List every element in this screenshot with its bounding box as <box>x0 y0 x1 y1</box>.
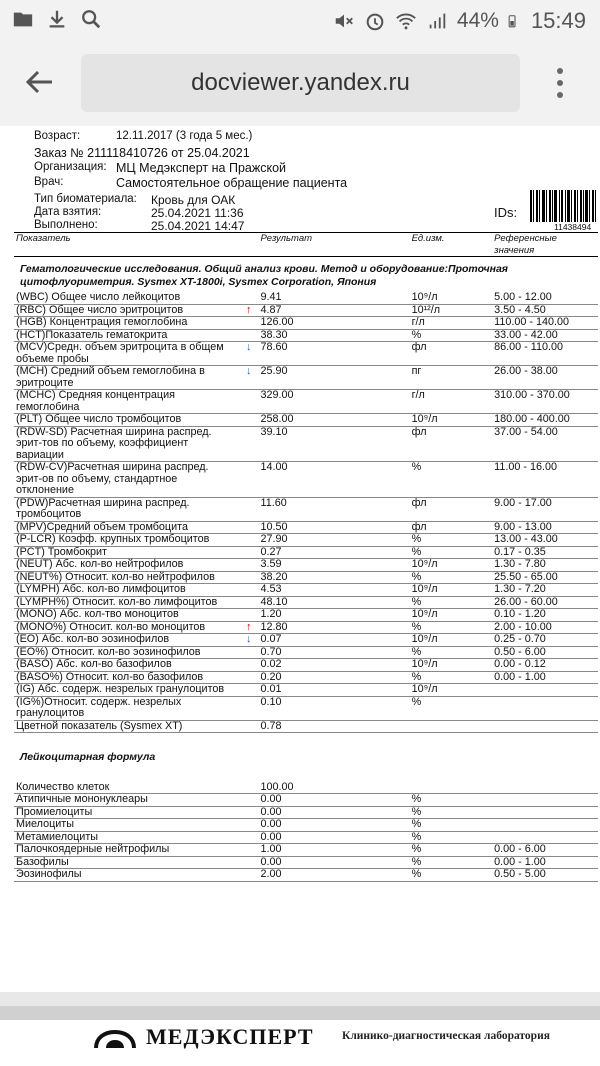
result-value: 9.41 <box>259 292 410 304</box>
table-row <box>14 584 598 597</box>
unit-value: % <box>410 329 493 342</box>
page-gap <box>0 1006 600 1020</box>
formula-flag <box>239 869 259 882</box>
unit-value: фл <box>410 426 493 462</box>
flag-arrow-icon <box>239 426 259 462</box>
result-value: 3.59 <box>259 559 410 572</box>
formula-reference: 0.00 - 6.00 <box>492 844 598 857</box>
organization-row <box>34 161 287 175</box>
table-row <box>14 366 598 390</box>
formula-section-title: Лейкоцитарная формула <box>20 751 156 763</box>
unit-value: % <box>410 696 493 720</box>
table-header-row <box>14 233 598 257</box>
result-value: 0.07 <box>259 634 410 647</box>
reference-range: 110.00 - 140.00 <box>492 317 598 330</box>
table-row <box>14 596 598 609</box>
indicator-name: (HGB) Концентрация гемоглобина <box>14 317 239 330</box>
result-value: 1.20 <box>259 609 410 622</box>
table-row <box>14 671 598 684</box>
formula-name: Метамиелоциты <box>14 831 239 844</box>
result-value: 0.02 <box>259 659 410 672</box>
formula-name: Палочкоядерные нейтрофилы <box>14 844 239 857</box>
reference-range: 1.30 - 7.80 <box>492 559 598 572</box>
results-table <box>14 232 598 882</box>
reference-range: 0.00 - 1.00 <box>492 671 598 684</box>
reference-range: 310.00 - 370.00 <box>492 390 598 414</box>
table-row <box>14 390 598 414</box>
reference-range: 0.25 - 0.70 <box>492 634 598 647</box>
formula-row <box>14 869 598 882</box>
doctor-value: Самостоятельное обращение пациента <box>116 176 348 190</box>
barcode-image <box>530 190 596 222</box>
indicator-name: (MPV)Средний объем тромбоцита <box>14 521 239 534</box>
formula-flag <box>239 806 259 819</box>
flag-arrow-icon <box>239 584 259 597</box>
formula-row <box>14 806 598 819</box>
medexpert-logo-icon <box>94 1028 136 1050</box>
reference-range: 3.50 - 4.50 <box>492 304 598 317</box>
unit-value: 10¹²/л <box>410 304 493 317</box>
ids-label: IDs: <box>494 205 518 220</box>
alarm-icon <box>364 10 386 32</box>
formula-unit: % <box>410 844 493 857</box>
result-value: 0.20 <box>259 671 410 684</box>
table-row <box>14 534 598 547</box>
unit-value: % <box>410 546 493 559</box>
result-value: 0.10 <box>259 696 410 720</box>
formula-unit: % <box>410 819 493 832</box>
result-value: 14.00 <box>259 462 410 498</box>
formula-unit: % <box>410 794 493 807</box>
reference-range: 180.00 - 400.00 <box>492 414 598 427</box>
reference-range: 26.00 - 60.00 <box>492 596 598 609</box>
header-reference: Референсные значения <box>492 233 598 257</box>
table-row <box>14 646 598 659</box>
unit-value: % <box>410 646 493 659</box>
indicator-name: (IG%)Относит. содерж. незрелых гранулоцитов <box>14 696 239 720</box>
reference-range: 37.00 - 54.00 <box>492 426 598 462</box>
reference-range: 25.50 - 65.00 <box>492 571 598 584</box>
flag-arrow-icon <box>239 462 259 498</box>
flag-arrow-icon <box>239 390 259 414</box>
unit-value: г/л <box>410 390 493 414</box>
table-row <box>14 659 598 672</box>
table-row <box>14 462 598 498</box>
flag-arrow-icon <box>239 534 259 547</box>
biomaterial-row <box>34 193 236 207</box>
formula-flag <box>239 819 259 832</box>
indicator-name: (PLT) Общее число тромбоцитов <box>14 414 239 427</box>
age-value: 12.11.2017 (3 года 5 мес.) <box>116 130 253 142</box>
barcode-number: 11438494 <box>554 222 592 232</box>
table-row <box>14 546 598 559</box>
flag-arrow-icon <box>239 659 259 672</box>
formula-unit: % <box>410 869 493 882</box>
unit-value: % <box>410 534 493 547</box>
formula-name: Эозинофилы <box>14 869 239 882</box>
flag-arrow-icon <box>239 571 259 584</box>
reference-range: 33.00 - 42.00 <box>492 329 598 342</box>
order-number: Заказ № 211118410726 от 25.04.2021 <box>34 146 250 160</box>
reference-range: 9.00 - 17.00 <box>492 497 598 521</box>
reference-range: 86.00 - 110.00 <box>492 342 598 366</box>
formula-flag <box>239 856 259 869</box>
indicator-name: (LYMPH) Абс. кол-во лимфоцитов <box>14 584 239 597</box>
unit-value: % <box>410 671 493 684</box>
indicator-name: (RBC) Общее число эритроцитов <box>14 304 239 317</box>
reference-range: 0.17 - 0.35 <box>492 546 598 559</box>
page-footer <box>0 1020 600 1066</box>
result-value: 0.01 <box>259 684 410 697</box>
formula-flag <box>239 782 259 794</box>
indicator-name: (NEUT%) Относит. кол-во нейтрофилов <box>14 571 239 584</box>
table-row <box>14 571 598 584</box>
unit-value: 10⁹/л <box>410 559 493 572</box>
table-row <box>14 304 598 317</box>
formula-row <box>14 782 598 794</box>
indicator-name: (WBC) Общее число лейкоцитов <box>14 292 239 304</box>
unit-value: 10⁹/л <box>410 414 493 427</box>
indicator-name: (MCHC) Средняя концентрация гемоглобина <box>14 390 239 414</box>
flag-arrow-icon: ↑ <box>239 621 259 634</box>
indicator-name: (IG) Абс. содерж. незрелых гранулоцитов <box>14 684 239 697</box>
table-row <box>14 696 598 720</box>
result-value: 10.50 <box>259 521 410 534</box>
formula-row <box>14 819 598 832</box>
reference-range: 0.10 - 1.20 <box>492 609 598 622</box>
reference-range: 0.00 - 0.12 <box>492 659 598 672</box>
document-page <box>0 126 600 992</box>
header-unit: Ед.изм. <box>410 233 493 257</box>
flag-arrow-icon <box>239 671 259 684</box>
result-value: 39.10 <box>259 426 410 462</box>
folder-icon <box>12 8 34 30</box>
result-value: 27.90 <box>259 534 410 547</box>
doctor-label: Врач: <box>34 176 64 188</box>
indicator-name: (EO) Абс. кол-во эозинофилов <box>14 634 239 647</box>
result-value: 126.00 <box>259 317 410 330</box>
reference-range <box>492 720 598 733</box>
formula-result: 1.00 <box>259 844 410 857</box>
formula-result: 100.00 <box>259 782 410 794</box>
formula-reference <box>492 806 598 819</box>
url-field[interactable]: docviewer.yandex.ru <box>81 54 520 112</box>
flag-arrow-icon <box>239 521 259 534</box>
reference-range <box>492 696 598 720</box>
flag-arrow-icon <box>239 329 259 342</box>
section-title: Гематологические исследования. Общий анализ крови. Метод и оборудование:Проточная цитофлуориметрия. Sysmex XT-1800i, Sysmex Corporation, Япония <box>20 263 508 288</box>
organization-label: Организация: <box>34 161 107 173</box>
indicator-name: (HCT)Показатель гематокрита <box>14 329 239 342</box>
indicator-name: (MONO%) Относит. кол-во моноцитов <box>14 621 239 634</box>
indicator-name: (NEUT) Абс. кол-во нейтрофилов <box>14 559 239 572</box>
table-row <box>14 317 598 330</box>
formula-row <box>14 844 598 857</box>
formula-name: Промиелоциты <box>14 806 239 819</box>
lab-name: Клинико-диагностическая лаборатория <box>342 1030 550 1042</box>
more-options-icon[interactable] <box>548 66 572 100</box>
flag-arrow-icon: ↓ <box>239 366 259 390</box>
taken-label: Дата взятия: <box>34 206 102 218</box>
indicator-name: (RDW-SD) Расчетная ширина распред. эрит-тов по объему, коэффициент вариации <box>14 426 239 462</box>
formula-reference <box>492 782 598 794</box>
formula-flag <box>239 831 259 844</box>
header-indicator: Показатель <box>14 233 239 257</box>
formula-result: 2.00 <box>259 869 410 882</box>
reference-range: 11.00 - 16.00 <box>492 462 598 498</box>
result-value: 11.60 <box>259 497 410 521</box>
indicator-name: (BASO%) Относит. кол-во базофилов <box>14 671 239 684</box>
indicator-name: (PCT) Тромбокрит <box>14 546 239 559</box>
unit-value: % <box>410 571 493 584</box>
clock: 15:49 <box>530 8 586 33</box>
result-value: 48.10 <box>259 596 410 609</box>
indicator-name: (BASO) Абс. кол-во базофилов <box>14 659 239 672</box>
unit-value: % <box>410 596 493 609</box>
formula-row <box>14 831 598 844</box>
formula-name: Атипичные мононуклеары <box>14 794 239 807</box>
signal-icon <box>426 10 448 32</box>
table-row <box>14 414 598 427</box>
table-row <box>14 634 598 647</box>
done-label: Выполнено: <box>34 219 98 231</box>
formula-row <box>14 856 598 869</box>
result-value: 258.00 <box>259 414 410 427</box>
flag-arrow-icon <box>239 559 259 572</box>
unit-value: % <box>410 462 493 498</box>
result-value: 0.70 <box>259 646 410 659</box>
taken-row <box>34 206 244 220</box>
result-value: 4.53 <box>259 584 410 597</box>
reference-range: 9.00 - 13.00 <box>492 521 598 534</box>
back-arrow-icon[interactable] <box>22 64 58 100</box>
doctor-row <box>34 176 348 190</box>
formula-reference: 0.50 - 5.00 <box>492 869 598 882</box>
unit-value: 10⁹/л <box>410 609 493 622</box>
reference-range: 2.00 - 10.00 <box>492 621 598 634</box>
battery-percent: 44% <box>456 9 499 32</box>
flag-arrow-icon <box>239 546 259 559</box>
formula-result: 0.00 <box>259 856 410 869</box>
formula-name: Количество клеток <box>14 782 239 794</box>
indicator-name: (LYMPH%) Относит. кол-во лимфоцитов <box>14 596 239 609</box>
reference-range: 0.50 - 6.00 <box>492 646 598 659</box>
formula-result: 0.00 <box>259 831 410 844</box>
indicator-name: (EO%) Относит. кол-во эозинофилов <box>14 646 239 659</box>
unit-value: 10⁹/л <box>410 292 493 304</box>
battery-icon <box>508 10 522 32</box>
formula-result: 0.00 <box>259 819 410 832</box>
unit-value: 10⁹/л <box>410 634 493 647</box>
indicator-name: (PDW)Расчетная ширина распред. тромбоцитов <box>14 497 239 521</box>
reference-range: 5.00 - 12.00 <box>492 292 598 304</box>
table-row <box>14 559 598 572</box>
result-value: 12.80 <box>259 621 410 634</box>
flag-arrow-icon <box>239 646 259 659</box>
table-row <box>14 292 598 304</box>
indicator-name: (MCH) Средний объем гемоглобина в эритроците <box>14 366 239 390</box>
browser-toolbar <box>0 40 600 126</box>
flag-arrow-icon <box>239 292 259 304</box>
unit-value: % <box>410 621 493 634</box>
indicator-name: (MCV)Средн. объем эритроцита в общем объеме пробы <box>14 342 239 366</box>
flag-arrow-icon <box>239 497 259 521</box>
taken-value: 25.04.2021 11:36 <box>151 206 244 220</box>
formula-name: Базофилы <box>14 856 239 869</box>
formula-unit: % <box>410 856 493 869</box>
age-label: Возраст: <box>34 130 81 142</box>
indicator-name: (RDW-CV)Расчетная ширина распред. эрит-ов по объему, стандартное отклонение <box>14 462 239 498</box>
biomaterial-value: Кровь для ОАК <box>151 193 236 207</box>
biomaterial-label: Тип биоматериала: <box>34 193 137 205</box>
formula-unit <box>410 782 493 794</box>
reference-range: 13.00 - 43.00 <box>492 534 598 547</box>
result-value: 38.20 <box>259 571 410 584</box>
result-value: 25.90 <box>259 366 410 390</box>
formula-unit: % <box>410 831 493 844</box>
unit-value: фл <box>410 521 493 534</box>
formula-reference <box>492 794 598 807</box>
done-value: 25.04.2021 14:47 <box>151 219 245 233</box>
reference-range <box>492 684 598 697</box>
reference-range: 26.00 - 38.00 <box>492 366 598 390</box>
table-row <box>14 329 598 342</box>
flag-arrow-icon <box>239 596 259 609</box>
table-row <box>14 720 598 733</box>
result-value: 0.78 <box>259 720 410 733</box>
flag-arrow-icon <box>239 317 259 330</box>
table-row <box>14 497 598 521</box>
indicator-name: (MONO) Абс. кол-тво моноцитов <box>14 609 239 622</box>
done-row <box>34 219 245 233</box>
formula-reference: 0.00 - 1.00 <box>492 856 598 869</box>
flag-arrow-icon: ↑ <box>239 304 259 317</box>
formula-result: 0.00 <box>259 794 410 807</box>
indicator-name: Цветной показатель (Sysmex XT) <box>14 720 239 733</box>
organization-value: МЦ Медэксперт на Пражской <box>116 161 287 175</box>
age-row <box>34 130 253 142</box>
flag-arrow-icon <box>239 609 259 622</box>
flag-arrow-icon <box>239 696 259 720</box>
download-icon <box>46 8 68 30</box>
table-row <box>14 521 598 534</box>
formula-name: Миелоциты <box>14 819 239 832</box>
table-row <box>14 684 598 697</box>
reference-range: 1.30 - 7.20 <box>492 584 598 597</box>
status-bar <box>0 0 600 40</box>
unit-value: г/л <box>410 317 493 330</box>
formula-reference <box>492 831 598 844</box>
result-value: 329.00 <box>259 390 410 414</box>
unit-value: фл <box>410 497 493 521</box>
formula-flag <box>239 844 259 857</box>
wifi-icon <box>395 10 417 32</box>
mute-icon <box>333 10 355 32</box>
flag-arrow-icon <box>239 684 259 697</box>
unit-value: фл <box>410 342 493 366</box>
unit-value <box>410 720 493 733</box>
indicator-name: (P-LCR) Коэфф. крупных тромбоцитов <box>14 534 239 547</box>
flag-arrow-icon: ↓ <box>239 342 259 366</box>
brand-name: МЕДЭКСПЕРТ <box>146 1024 314 1049</box>
table-row <box>14 426 598 462</box>
header-result: Результат <box>259 233 410 257</box>
unit-value: пг <box>410 366 493 390</box>
result-value: 38.30 <box>259 329 410 342</box>
formula-row <box>14 794 598 807</box>
unit-value: 10⁹/л <box>410 684 493 697</box>
result-value: 0.27 <box>259 546 410 559</box>
result-value: 78.60 <box>259 342 410 366</box>
formula-result: 0.00 <box>259 806 410 819</box>
formula-reference <box>492 819 598 832</box>
flag-arrow-icon: ↓ <box>239 634 259 647</box>
unit-value: 10⁹/л <box>410 584 493 597</box>
flag-arrow-icon <box>239 720 259 733</box>
result-value: 4.87 <box>259 304 410 317</box>
table-row <box>14 342 598 366</box>
table-row <box>14 621 598 634</box>
table-row <box>14 609 598 622</box>
search-icon <box>80 8 102 30</box>
flag-arrow-icon <box>239 414 259 427</box>
formula-unit: % <box>410 806 493 819</box>
unit-value: 10⁹/л <box>410 659 493 672</box>
formula-flag <box>239 794 259 807</box>
